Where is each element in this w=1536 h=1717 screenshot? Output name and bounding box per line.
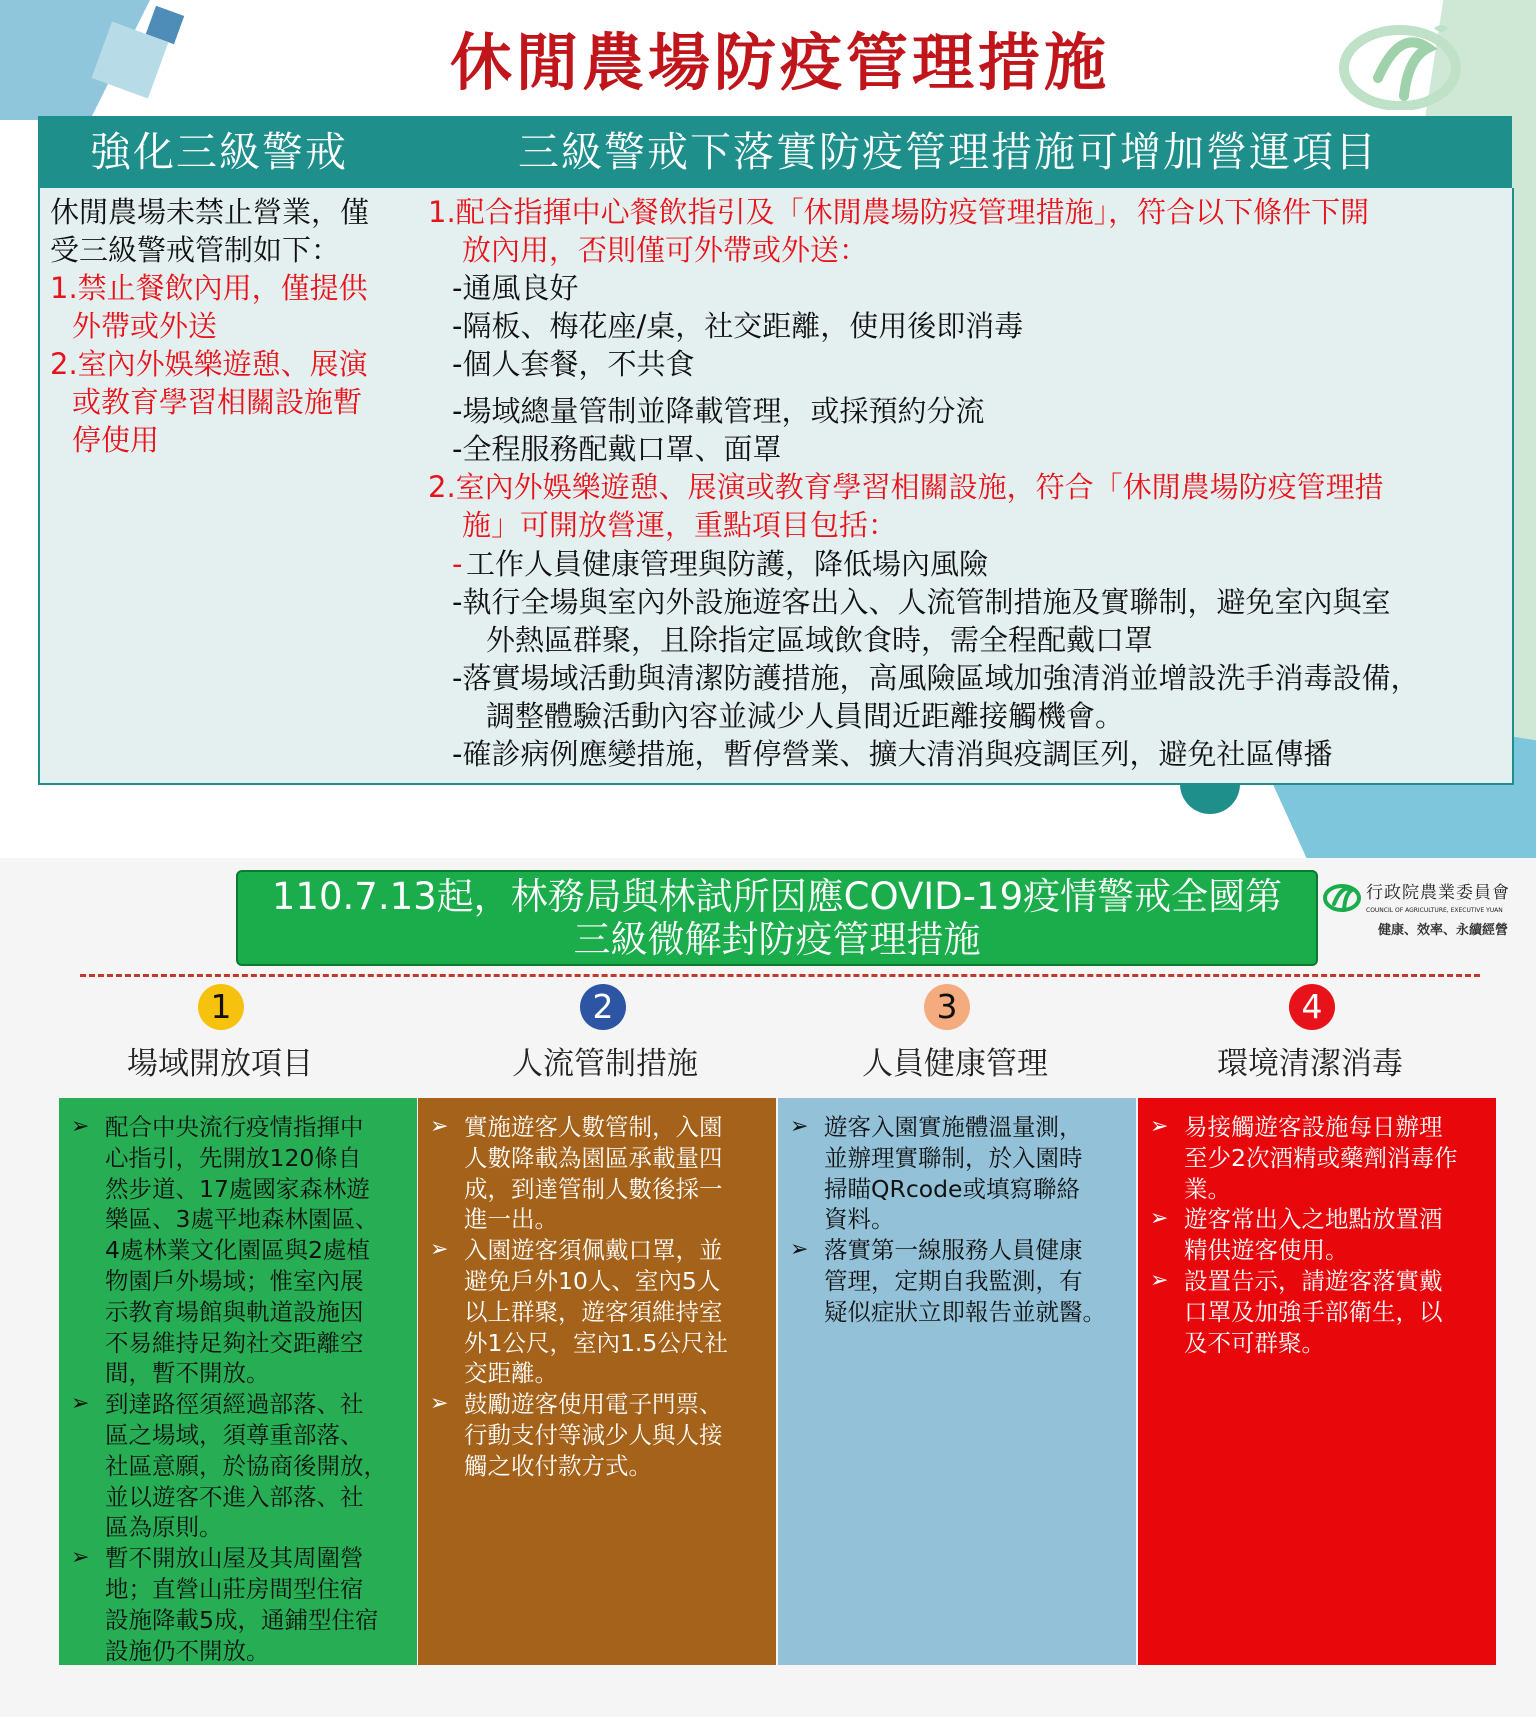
column-text-line: 心指引，先開放120條自 bbox=[105, 1143, 362, 1172]
column-text-line: 業。 bbox=[1184, 1174, 1231, 1203]
banner-line: 三級微解封防疫管理措施 bbox=[573, 918, 981, 961]
left-intro-line: 受三級警戒管制如下： bbox=[50, 233, 341, 267]
right-bullet: -執行全場與室內外設施遊客出入、人流管制措施及實聯制，避免室內與室 bbox=[452, 585, 1391, 619]
column-text-line: 外1公尺，室內1.5公尺社 bbox=[464, 1328, 728, 1357]
category-column bbox=[59, 1098, 417, 1665]
column-text-line: 並辦理實聯制，於入園時 bbox=[824, 1143, 1083, 1172]
left-item-1: 1.禁止餐飲內用，僅提供 bbox=[50, 271, 368, 305]
column-text-line: 並以遊客不進入部落、社 bbox=[105, 1482, 364, 1511]
arrow-bullet-icon: ➢ bbox=[790, 1114, 809, 1139]
category-label: 環境清潔消毒 bbox=[1217, 1046, 1403, 1082]
column-text-line: 設施仍不開放。 bbox=[105, 1636, 270, 1665]
right-bullet: -通風良好 bbox=[452, 271, 579, 305]
category-column bbox=[418, 1098, 776, 1665]
column-text-line: 不易維持足夠社交距離空 bbox=[105, 1328, 364, 1357]
arrow-bullet-icon: ➢ bbox=[790, 1237, 809, 1263]
right-bullet: -落實場域活動與清潔防護措施，高風險區域加強清消並增設洗手消毒設備， bbox=[452, 661, 1420, 695]
right-bullet-dash: - bbox=[452, 547, 463, 581]
left-item-1-cont: 外帶或外送 bbox=[72, 309, 218, 343]
column-text-line: 暫不開放山屋及其周圍營 bbox=[105, 1544, 364, 1573]
arrow-bullet-icon: ➢ bbox=[71, 1391, 90, 1417]
dashed-divider bbox=[80, 974, 1480, 977]
right-bullet: -個人套餐，不共食 bbox=[452, 347, 695, 381]
right-bullet: -全程服務配戴口罩、面罩 bbox=[452, 432, 782, 466]
column-text-line: 間，暫不開放。 bbox=[105, 1359, 270, 1388]
category-label: 人流管制措施 bbox=[512, 1046, 698, 1082]
bottom-infographic bbox=[0, 858, 1536, 1717]
coa-logo-icon bbox=[1322, 880, 1362, 914]
coa-logo-english: COUNCIL OF AGRICULTURE, EXECUTIVE YUAN bbox=[1366, 907, 1503, 914]
column-text-line: 掃瞄QRcode或填寫聯絡 bbox=[824, 1174, 1080, 1203]
category-label: 場域開放項目 bbox=[127, 1046, 313, 1082]
column-text-line: 社區意願，於協商後開放， bbox=[105, 1451, 387, 1480]
column-text-line: 地；直營山莊房間型住宿 bbox=[105, 1575, 364, 1603]
top-infographic bbox=[0, 0, 1536, 858]
column-text-line: 然步道、17處國家森林遊 bbox=[105, 1174, 370, 1203]
banner-line: 110.7.13起，林務局與林試所因應COVID-19疫情警戒全國第 bbox=[271, 875, 1283, 918]
column-text-line: 行動支付等減少人與人接 bbox=[464, 1421, 723, 1449]
column-text-line: 設置告示，請遊客落實戴 bbox=[1184, 1267, 1443, 1295]
column-text-line: 入園遊客須佩戴口罩，並 bbox=[464, 1236, 723, 1265]
right-section-2-heading: 2.室內外娛樂遊憩、展演或教育學習相關設施，符合「休閒農場防疫管理措 bbox=[428, 470, 1384, 504]
right-bullet-cont: 調整體驗活動內容並減少人員間近距離接觸機會。 bbox=[486, 699, 1125, 733]
right-bullet: -隔板、梅花座/桌，社交距離，使用後即消毒 bbox=[452, 309, 1024, 343]
column-text-line: 示教育場館與軌道設施因 bbox=[105, 1297, 364, 1326]
arrow-bullet-icon: ➢ bbox=[1150, 1114, 1169, 1139]
column-text-line: 易接觸遊客設施每日辦理 bbox=[1184, 1113, 1443, 1141]
column-text-line: 樂區、3處平地森林園區、 bbox=[105, 1205, 379, 1234]
column-text-line: 4處林業文化園區與2處植 bbox=[105, 1236, 370, 1265]
column-text-line: 精供遊客使用。 bbox=[1184, 1236, 1349, 1265]
right-bullet-cont: 外熱區群聚，且除指定區域飲食時，需全程配戴口罩 bbox=[486, 623, 1154, 657]
column-text-line: 遊客入園實施體溫量測， bbox=[824, 1113, 1083, 1141]
column-text-line: 到達路徑須經過部落、社 bbox=[105, 1390, 364, 1419]
column-text-line: 落實第一線服務人員健康 bbox=[824, 1236, 1083, 1265]
left-item-2-cont: 或教育學習相關設施暫 bbox=[72, 385, 363, 419]
arrow-bullet-icon: ➢ bbox=[71, 1545, 90, 1571]
column-text-line: 及不可群聚。 bbox=[1184, 1328, 1325, 1357]
category-label: 人員健康管理 bbox=[862, 1046, 1048, 1082]
arrow-bullet-icon: ➢ bbox=[430, 1391, 449, 1417]
decree-banner bbox=[236, 870, 1318, 966]
right-bullet: -場域總量管制並降載管理，或採預約分流 bbox=[452, 394, 985, 428]
column-text-line: 物園戶外場域；惟室內展 bbox=[105, 1267, 364, 1295]
arrow-bullet-icon: ➢ bbox=[430, 1114, 449, 1139]
arrow-bullet-icon: ➢ bbox=[1150, 1206, 1169, 1232]
column-text-line: 區為原則。 bbox=[105, 1513, 223, 1542]
left-item-2: 2.室內外娛樂遊憩、展演 bbox=[50, 347, 368, 381]
header-right-label: 三級警戒下落實防疫管理措施可增加營運項目 bbox=[518, 128, 1378, 176]
column-text-line: 鼓勵遊客使用電子門票、 bbox=[464, 1390, 723, 1419]
page-title: 休閒農場防疫管理措施 bbox=[449, 26, 1110, 99]
column-text-line: 成，到達管制人數後採一 bbox=[464, 1174, 723, 1203]
coa-watermark-logo-icon bbox=[1338, 18, 1464, 110]
right-bullet: 工作人員健康管理與防護，降低場內風險 bbox=[466, 547, 989, 581]
category-number-badge: 1 bbox=[198, 984, 244, 1030]
column-text-line: 人數降載為園區承載量四 bbox=[464, 1143, 723, 1172]
column-text-line: 疑似症狀立即報告並就醫。 bbox=[824, 1297, 1106, 1326]
right-section-2-heading-cont: 施」可開放營運，重點項目包括： bbox=[462, 508, 898, 542]
column-text-line: 至少2次酒精或藥劑消毒作 bbox=[1184, 1143, 1458, 1172]
column-text-line: 設施降載5成，通鋪型住宿 bbox=[105, 1605, 379, 1634]
column-text-line: 以上群聚，遊客須維持室 bbox=[464, 1297, 723, 1326]
column-text-line: 管理，定期自我監測，有 bbox=[824, 1267, 1083, 1295]
arrow-bullet-icon: ➢ bbox=[1150, 1268, 1169, 1293]
column-text-line: 進一出。 bbox=[464, 1205, 558, 1234]
right-bullet: -確診病例應變措施，暫停營業、擴大清消與疫調匡列，避免社區傳播 bbox=[452, 737, 1333, 771]
coa-logo-name: 行政院農業委員會 bbox=[1366, 883, 1510, 903]
arrow-bullet-icon: ➢ bbox=[71, 1114, 90, 1139]
right-section-1-heading-cont: 放內用，否則僅可外帶或外送： bbox=[462, 233, 869, 267]
arrow-bullet-icon: ➢ bbox=[430, 1237, 449, 1263]
left-intro-line: 休閒農場未禁止營業，僅 bbox=[50, 195, 370, 229]
header-left-label: 強化三級警戒 bbox=[90, 128, 348, 176]
column-text-line: 交距離。 bbox=[464, 1359, 558, 1388]
coa-logo-slogan: 健康、效率、永續經營 bbox=[1378, 923, 1509, 938]
category-column bbox=[778, 1098, 1136, 1665]
column-text-line: 口罩及加強手部衛生，以 bbox=[1184, 1297, 1443, 1326]
column-text-line: 配合中央流行疫情指揮中 bbox=[105, 1113, 364, 1141]
column-text-line: 資料。 bbox=[824, 1205, 895, 1234]
column-text-line: 區之場域，須尊重部落、 bbox=[105, 1421, 364, 1449]
column-text-line: 實施遊客人數管制，入園 bbox=[464, 1113, 723, 1141]
category-column bbox=[1138, 1098, 1496, 1665]
column-text-line: 避免戶外10人、室內5人 bbox=[464, 1267, 721, 1295]
column-text-line: 觸之收付款方式。 bbox=[464, 1451, 652, 1480]
right-section-1-heading: 1.配合指揮中心餐飲指引及「休閒農場防疫管理措施」，符合以下條件下開 bbox=[428, 195, 1370, 229]
category-number-badge: 4 bbox=[1289, 984, 1335, 1030]
column-text-line: 遊客常出入之地點放置酒 bbox=[1184, 1205, 1443, 1234]
category-number-badge: 2 bbox=[580, 984, 626, 1030]
left-item-2-cont: 停使用 bbox=[72, 423, 160, 457]
category-number-badge: 3 bbox=[924, 984, 970, 1030]
